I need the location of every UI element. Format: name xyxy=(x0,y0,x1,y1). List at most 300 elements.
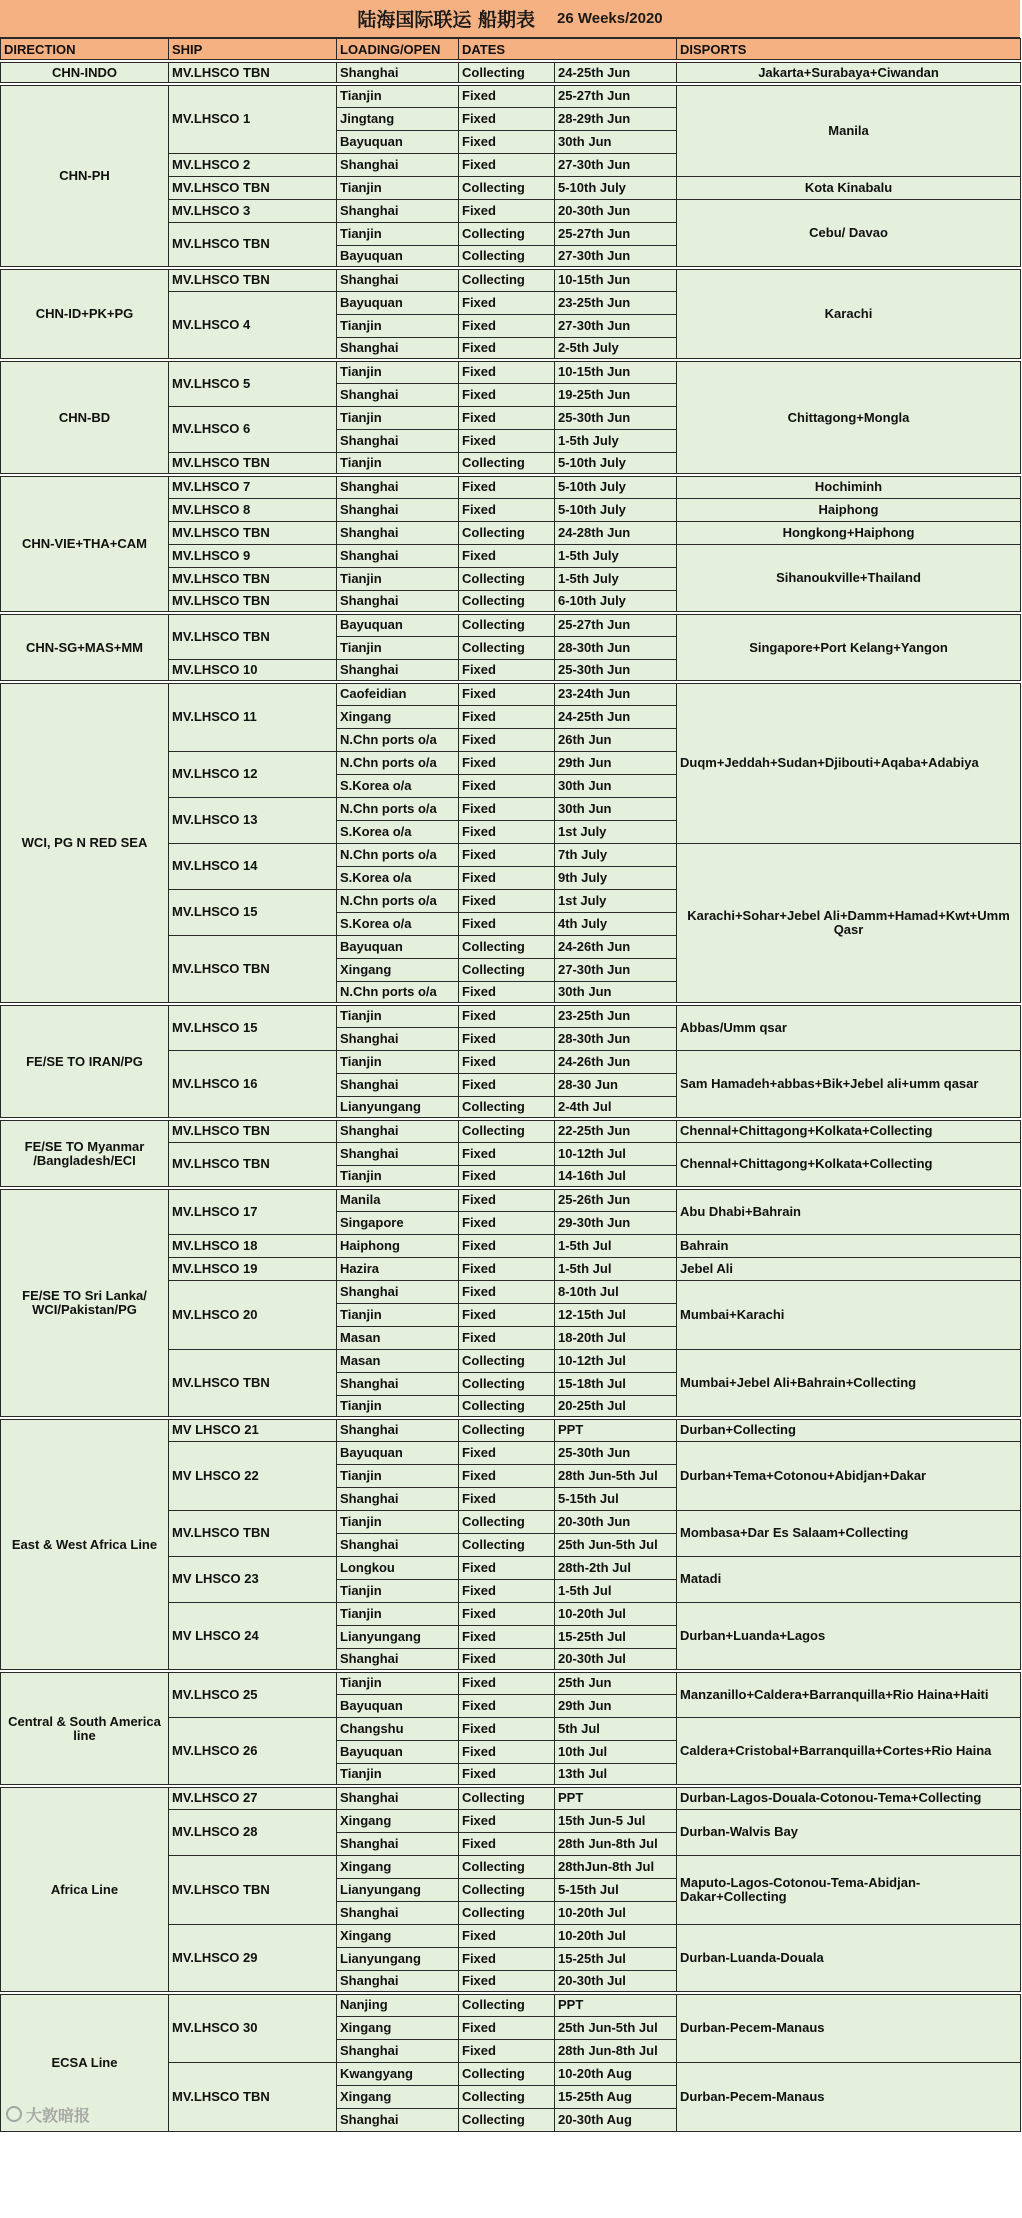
booking-type-cell: Fixed xyxy=(459,337,555,360)
booking-type-cell: Fixed xyxy=(459,1050,555,1073)
booking-type-cell: Fixed xyxy=(459,130,555,153)
disports-cell: Durban+Tema+Cotonou+Abidjan+Dakar xyxy=(677,1441,1021,1510)
ship-cell: MV.LHSCO 7 xyxy=(169,475,337,498)
booking-type-cell: Fixed xyxy=(459,199,555,222)
date-cell: 27-30th Jun xyxy=(555,314,677,337)
booking-type-cell: Fixed xyxy=(459,429,555,452)
date-cell: 25-30th Jun xyxy=(555,659,677,682)
ship-cell: MV.LHSCO TBN xyxy=(169,590,337,613)
header-disports: DISPORTS xyxy=(677,39,1021,62)
date-cell: 25-27th Jun xyxy=(555,613,677,636)
date-cell: 25-27th Jun xyxy=(555,84,677,107)
ship-cell: MV.LHSCO 2 xyxy=(169,153,337,176)
disports-cell: Durban+Collecting xyxy=(677,1418,1021,1441)
booking-type-cell: Collecting xyxy=(459,2108,555,2131)
booking-type-cell: Fixed xyxy=(459,1464,555,1487)
booking-type-cell: Collecting xyxy=(459,1786,555,1809)
date-cell: 27-30th Jun xyxy=(555,958,677,981)
ship-cell: MV.LHSCO TBN xyxy=(169,1855,337,1924)
loading-port-cell: Shanghai xyxy=(337,1073,459,1096)
direction-cell: CHN-PH xyxy=(1,84,169,268)
ship-cell: MV.LHSCO 17 xyxy=(169,1188,337,1234)
date-cell: 1-5th Jul xyxy=(555,1579,677,1602)
table-row xyxy=(1,1786,1021,1809)
disports-cell: Manzanillo+Caldera+Barranquilla+Rio Haina+Haiti xyxy=(677,1671,1021,1717)
loading-port-cell: Bayuquan xyxy=(337,130,459,153)
loading-port-cell: S.Korea o/a xyxy=(337,866,459,889)
booking-type-cell: Fixed xyxy=(459,544,555,567)
disports-cell: Chennal+Chittagong+Kolkata+Collecting xyxy=(677,1142,1021,1188)
loading-port-cell: Shanghai xyxy=(337,1786,459,1809)
table-row xyxy=(1,475,1021,498)
booking-type-cell: Collecting xyxy=(459,61,555,84)
loading-port-cell: Tianjin xyxy=(337,1395,459,1418)
date-cell: 1st July xyxy=(555,820,677,843)
booking-type-cell: Fixed xyxy=(459,360,555,383)
disports-cell: Haiphong xyxy=(677,498,1021,521)
booking-type-cell: Fixed xyxy=(459,1947,555,1970)
loading-port-cell: Tianjin xyxy=(337,1004,459,1027)
date-cell: 9th July xyxy=(555,866,677,889)
booking-type-cell: Fixed xyxy=(459,498,555,521)
loading-port-cell: Tianjin xyxy=(337,1763,459,1786)
loading-port-cell: N.Chn ports o/a xyxy=(337,751,459,774)
direction-cell: CHN-VIE+THA+CAM xyxy=(1,475,169,613)
date-cell: 24-26th Jun xyxy=(555,935,677,958)
loading-port-cell: Shanghai xyxy=(337,1119,459,1142)
date-cell: 30th Jun xyxy=(555,981,677,1004)
ship-cell: MV.LHSCO 20 xyxy=(169,1280,337,1349)
loading-port-cell: Shanghai xyxy=(337,1970,459,1993)
ship-cell: MV.LHSCO TBN xyxy=(169,613,337,659)
date-cell: 28-30th Jun xyxy=(555,636,677,659)
booking-type-cell: Fixed xyxy=(459,843,555,866)
loading-port-cell: Haiphong xyxy=(337,1234,459,1257)
disports-cell: Mumbai+Karachi xyxy=(677,1280,1021,1349)
date-cell: 10-12th Jul xyxy=(555,1142,677,1165)
date-cell: 24-28th Jun xyxy=(555,521,677,544)
booking-type-cell: Fixed xyxy=(459,1280,555,1303)
table-row xyxy=(1,1004,1021,1027)
table-row xyxy=(1,360,1021,383)
loading-port-cell: N.Chn ports o/a xyxy=(337,797,459,820)
loading-port-cell: Bayuquan xyxy=(337,291,459,314)
booking-type-cell: Fixed xyxy=(459,1487,555,1510)
booking-type-cell: Collecting xyxy=(459,590,555,613)
booking-type-cell: Fixed xyxy=(459,2039,555,2062)
loading-port-cell: Shanghai xyxy=(337,1832,459,1855)
disports-cell: Cebu/ Davao xyxy=(677,199,1021,268)
direction-cell: CHN-INDO xyxy=(1,61,169,84)
date-cell: 6-10th July xyxy=(555,590,677,613)
disports-cell: Matadi xyxy=(677,1556,1021,1602)
date-cell: 15-18th Jul xyxy=(555,1372,677,1395)
date-cell: 4th July xyxy=(555,912,677,935)
date-cell: 28-29th Jun xyxy=(555,107,677,130)
loading-port-cell: Shanghai xyxy=(337,498,459,521)
disports-cell: Hongkong+Haiphong xyxy=(677,521,1021,544)
disports-cell: Abbas/Umm qsar xyxy=(677,1004,1021,1050)
loading-port-cell: N.Chn ports o/a xyxy=(337,728,459,751)
loading-port-cell: Manila xyxy=(337,1188,459,1211)
booking-type-cell: Fixed xyxy=(459,153,555,176)
loading-port-cell: Tianjin xyxy=(337,406,459,429)
table-row xyxy=(1,1671,1021,1694)
ship-cell: MV LHSCO 21 xyxy=(169,1418,337,1441)
loading-port-cell: Bayuquan xyxy=(337,1740,459,1763)
date-cell: 1-5th July xyxy=(555,567,677,590)
loading-port-cell: Masan xyxy=(337,1349,459,1372)
disports-cell: Caldera+Cristobal+Barranquilla+Cortes+Rio Haina xyxy=(677,1717,1021,1786)
ship-cell: MV.LHSCO TBN xyxy=(169,567,337,590)
booking-type-cell: Fixed xyxy=(459,981,555,1004)
booking-type-cell: Fixed xyxy=(459,889,555,912)
booking-type-cell: Fixed xyxy=(459,475,555,498)
date-cell: 15th Jun-5 Jul xyxy=(555,1809,677,1832)
booking-type-cell: Fixed xyxy=(459,1717,555,1740)
disports-cell: Durban-Pecem-Manaus xyxy=(677,2062,1021,2131)
disports-cell: Jebel Ali xyxy=(677,1257,1021,1280)
loading-port-cell: S.Korea o/a xyxy=(337,912,459,935)
ship-cell: MV.LHSCO 25 xyxy=(169,1671,337,1717)
date-cell: 10-20th Jul xyxy=(555,1901,677,1924)
loading-port-cell: Shanghai xyxy=(337,475,459,498)
loading-port-cell: Shanghai xyxy=(337,61,459,84)
loading-port-cell: Shanghai xyxy=(337,1487,459,1510)
header-dates: DATES xyxy=(459,39,677,62)
date-cell: 1-5th July xyxy=(555,544,677,567)
date-cell: 20-30th Jul xyxy=(555,1648,677,1671)
loading-port-cell: Changshu xyxy=(337,1717,459,1740)
loading-port-cell: Xingang xyxy=(337,705,459,728)
loading-port-cell: Tianjin xyxy=(337,567,459,590)
loading-port-cell: Tianjin xyxy=(337,636,459,659)
booking-type-cell: Fixed xyxy=(459,1924,555,1947)
direction-cell: FE/SE TO Myanmar /Bangladesh/ECI xyxy=(1,1119,169,1188)
ship-cell: MV.LHSCO 19 xyxy=(169,1257,337,1280)
loading-port-cell: Xingang xyxy=(337,2016,459,2039)
ship-cell: MV.LHSCO 16 xyxy=(169,1050,337,1119)
table-row xyxy=(1,613,1021,636)
schedule-week: 26 Weeks/2020 xyxy=(556,10,663,27)
disports-cell: Durban+Luanda+Lagos xyxy=(677,1602,1021,1671)
disports-cell: Hochiminh xyxy=(677,475,1021,498)
header-row xyxy=(1,39,1021,62)
disports-cell: Singapore+Port Kelang+Yangon xyxy=(677,613,1021,682)
ship-cell: MV.LHSCO 10 xyxy=(169,659,337,682)
direction-cell: Central & South America line xyxy=(1,1671,169,1786)
loading-port-cell: Shanghai xyxy=(337,153,459,176)
date-cell: 5-15th Jul xyxy=(555,1878,677,1901)
booking-type-cell: Collecting xyxy=(459,176,555,199)
ship-cell: MV.LHSCO 9 xyxy=(169,544,337,567)
ship-cell: MV.LHSCO 27 xyxy=(169,1786,337,1809)
direction-cell: FE/SE TO IRAN/PG xyxy=(1,1004,169,1119)
booking-type-cell: Fixed xyxy=(459,866,555,889)
loading-port-cell: Shanghai xyxy=(337,1027,459,1050)
loading-port-cell: S.Korea o/a xyxy=(337,820,459,843)
loading-port-cell: Bayuquan xyxy=(337,1441,459,1464)
date-cell: 24-25th Jun xyxy=(555,705,677,728)
booking-type-cell: Collecting xyxy=(459,1901,555,1924)
loading-port-cell: Bayuquan xyxy=(337,613,459,636)
ship-cell: MV.LHSCO 5 xyxy=(169,360,337,406)
date-cell: PPT xyxy=(555,1993,677,2016)
schedule-body xyxy=(1,61,1021,2131)
booking-type-cell: Collecting xyxy=(459,521,555,544)
date-cell: 28th-2th Jul xyxy=(555,1556,677,1579)
ship-cell: MV.LHSCO 29 xyxy=(169,1924,337,1993)
date-cell: 28thJun-8th Jul xyxy=(555,1855,677,1878)
loading-port-cell: S.Korea o/a xyxy=(337,774,459,797)
disports-cell: Mombasa+Dar Es Salaam+Collecting xyxy=(677,1510,1021,1556)
booking-type-cell: Collecting xyxy=(459,636,555,659)
disports-cell: Kota Kinabalu xyxy=(677,176,1021,199)
booking-type-cell: Fixed xyxy=(459,1326,555,1349)
booking-type-cell: Fixed xyxy=(459,1073,555,1096)
ship-cell: MV.LHSCO 6 xyxy=(169,406,337,452)
booking-type-cell: Collecting xyxy=(459,1418,555,1441)
loading-port-cell: Kwangyang xyxy=(337,2062,459,2085)
loading-port-cell: Shanghai xyxy=(337,1648,459,1671)
disports-cell: Karachi+Sohar+Jebel Ali+Damm+Hamad+Kwt+Umm Qasr xyxy=(677,843,1021,1004)
disports-cell: Abu Dhabi+Bahrain xyxy=(677,1188,1021,1234)
loading-port-cell: Bayuquan xyxy=(337,1694,459,1717)
loading-port-cell: Tianjin xyxy=(337,84,459,107)
date-cell: 1st July xyxy=(555,889,677,912)
date-cell: 24-25th Jun xyxy=(555,61,677,84)
loading-port-cell: N.Chn ports o/a xyxy=(337,981,459,1004)
date-cell: 25th Jun-5th Jul xyxy=(555,1533,677,1556)
date-cell: 10-20th Jul xyxy=(555,1924,677,1947)
loading-port-cell: Xingang xyxy=(337,1855,459,1878)
loading-port-cell: Lianyungang xyxy=(337,1625,459,1648)
ship-cell: MV.LHSCO 15 xyxy=(169,1004,337,1050)
ship-cell: MV.LHSCO 30 xyxy=(169,1993,337,2062)
booking-type-cell: Collecting xyxy=(459,613,555,636)
date-cell: 28th Jun-8th Jul xyxy=(555,1832,677,1855)
date-cell: 7th July xyxy=(555,843,677,866)
watermark xyxy=(6,2103,90,2126)
disports-cell: Sam Hamadeh+abbas+Bik+Jebel ali+umm qasar xyxy=(677,1050,1021,1119)
watermark-text: 大敦暗报 xyxy=(26,2107,91,2125)
date-cell: 20-30th Jun xyxy=(555,1510,677,1533)
booking-type-cell: Fixed xyxy=(459,1441,555,1464)
loading-port-cell: Xingang xyxy=(337,2085,459,2108)
booking-type-cell: Fixed xyxy=(459,107,555,130)
booking-type-cell: Fixed xyxy=(459,1234,555,1257)
booking-type-cell: Collecting xyxy=(459,567,555,590)
loading-port-cell: Tianjin xyxy=(337,1579,459,1602)
date-cell: 27-30th Jun xyxy=(555,153,677,176)
loading-port-cell: Nanjing xyxy=(337,1993,459,2016)
date-cell: 25th Jun-5th Jul xyxy=(555,2016,677,2039)
disports-cell: Karachi xyxy=(677,268,1021,360)
loading-port-cell: Tianjin xyxy=(337,1303,459,1326)
disports-cell: Jakarta+Surabaya+Ciwandan xyxy=(677,61,1021,84)
disports-cell: Durban-Walvis Bay xyxy=(677,1809,1021,1855)
booking-type-cell: Fixed xyxy=(459,84,555,107)
date-cell: 20-30th Jun xyxy=(555,199,677,222)
date-cell: 5-10th July xyxy=(555,475,677,498)
booking-type-cell: Fixed xyxy=(459,1165,555,1188)
loading-port-cell: Shanghai xyxy=(337,1280,459,1303)
loading-port-cell: Shanghai xyxy=(337,521,459,544)
date-cell: 10-15th Jun xyxy=(555,268,677,291)
date-cell: 10-20th Aug xyxy=(555,2062,677,2085)
ship-cell: MV LHSCO 22 xyxy=(169,1441,337,1510)
loading-port-cell: Lianyungang xyxy=(337,1096,459,1119)
date-cell: 25-30th Jun xyxy=(555,406,677,429)
booking-type-cell: Fixed xyxy=(459,2016,555,2039)
booking-type-cell: Collecting xyxy=(459,1993,555,2016)
ship-cell: MV.LHSCO 14 xyxy=(169,843,337,889)
direction-cell: CHN-ID+PK+PG xyxy=(1,268,169,360)
direction-cell: East & West Africa Line xyxy=(1,1418,169,1671)
ship-cell: MV.LHSCO TBN xyxy=(169,1510,337,1556)
booking-type-cell: Fixed xyxy=(459,1809,555,1832)
date-cell: 8-10th Jul xyxy=(555,1280,677,1303)
date-cell: 20-30th Aug xyxy=(555,2108,677,2131)
ship-cell: MV.LHSCO TBN xyxy=(169,2062,337,2131)
booking-type-cell: Collecting xyxy=(459,1096,555,1119)
ship-cell: MV.LHSCO TBN xyxy=(169,222,337,268)
booking-type-cell: Fixed xyxy=(459,774,555,797)
date-cell: 15-25th Aug xyxy=(555,2085,677,2108)
disports-cell: Bahrain xyxy=(677,1234,1021,1257)
date-cell: 10-20th Jul xyxy=(555,1602,677,1625)
loading-port-cell: Lianyungang xyxy=(337,1947,459,1970)
booking-type-cell: Collecting xyxy=(459,2062,555,2085)
date-cell: 5th Jul xyxy=(555,1717,677,1740)
date-cell: 28-30th Jun xyxy=(555,1027,677,1050)
booking-type-cell: Fixed xyxy=(459,1740,555,1763)
loading-port-cell: Xingang xyxy=(337,1924,459,1947)
loading-port-cell: Lianyungang xyxy=(337,1878,459,1901)
loading-port-cell: Shanghai xyxy=(337,337,459,360)
date-cell: 5-10th July xyxy=(555,176,677,199)
loading-port-cell: Tianjin xyxy=(337,176,459,199)
ship-cell: MV.LHSCO TBN xyxy=(169,521,337,544)
booking-type-cell: Fixed xyxy=(459,751,555,774)
date-cell: 15-25th Jul xyxy=(555,1625,677,1648)
date-cell: 1-5th July xyxy=(555,429,677,452)
date-cell: 5-15th Jul xyxy=(555,1487,677,1510)
date-cell: 18-20th Jul xyxy=(555,1326,677,1349)
booking-type-cell: Fixed xyxy=(459,1648,555,1671)
date-cell: 10-12th Jul xyxy=(555,1349,677,1372)
loading-port-cell: Bayuquan xyxy=(337,935,459,958)
loading-port-cell: N.Chn ports o/a xyxy=(337,889,459,912)
date-cell: 5-10th July xyxy=(555,498,677,521)
loading-port-cell: Shanghai xyxy=(337,429,459,452)
date-cell: 20-30th Jul xyxy=(555,1970,677,1993)
booking-type-cell: Collecting xyxy=(459,1533,555,1556)
ship-cell: MV.LHSCO 4 xyxy=(169,291,337,360)
date-cell: 10th Jul xyxy=(555,1740,677,1763)
booking-type-cell: Fixed xyxy=(459,682,555,705)
date-cell: 13th Jul xyxy=(555,1763,677,1786)
disports-cell: Durban-Luanda-Douala xyxy=(677,1924,1021,1993)
booking-type-cell: Fixed xyxy=(459,1303,555,1326)
loading-port-cell: Shanghai xyxy=(337,1418,459,1441)
schedule-title: 陆海国际联运 船期表 xyxy=(357,9,535,31)
loading-port-cell: Shanghai xyxy=(337,1372,459,1395)
booking-type-cell: Collecting xyxy=(459,1878,555,1901)
booking-type-cell: Fixed xyxy=(459,820,555,843)
booking-type-cell: Collecting xyxy=(459,1395,555,1418)
disports-cell: Duqm+Jeddah+Sudan+Djibouti+Aqaba+Adabiya xyxy=(677,682,1021,843)
booking-type-cell: Collecting xyxy=(459,268,555,291)
booking-type-cell: Collecting xyxy=(459,958,555,981)
ship-cell: MV.LHSCO 8 xyxy=(169,498,337,521)
booking-type-cell: Fixed xyxy=(459,705,555,728)
header-ship: SHIP xyxy=(169,39,337,62)
direction-cell: Africa Line xyxy=(1,1786,169,1993)
date-cell: 1-5th Jul xyxy=(555,1234,677,1257)
table-row xyxy=(1,1993,1021,2016)
table-row xyxy=(1,84,1021,107)
loading-port-cell: Shanghai xyxy=(337,2039,459,2062)
booking-type-cell: Fixed xyxy=(459,659,555,682)
date-cell: 22-25th Jun xyxy=(555,1119,677,1142)
booking-type-cell: Fixed xyxy=(459,1027,555,1050)
booking-type-cell: Fixed xyxy=(459,314,555,337)
ship-cell: MV.LHSCO 28 xyxy=(169,1809,337,1855)
date-cell: 28th Jun-8th Jul xyxy=(555,2039,677,2062)
loading-port-cell: Bayuquan xyxy=(337,245,459,268)
loading-port-cell: Xingang xyxy=(337,958,459,981)
booking-type-cell: Collecting xyxy=(459,452,555,475)
booking-type-cell: Fixed xyxy=(459,1694,555,1717)
ship-cell: MV.LHSCO TBN xyxy=(169,61,337,84)
loading-port-cell: Shanghai xyxy=(337,544,459,567)
booking-type-cell: Fixed xyxy=(459,406,555,429)
loading-port-cell: Shanghai xyxy=(337,659,459,682)
disports-cell: Durban-Pecem-Manaus xyxy=(677,1993,1021,2062)
loading-port-cell: N.Chn ports o/a xyxy=(337,843,459,866)
booking-type-cell: Fixed xyxy=(459,1004,555,1027)
ship-cell: MV.LHSCO 12 xyxy=(169,751,337,797)
date-cell: 27-30th Jun xyxy=(555,245,677,268)
schedule-table xyxy=(0,38,1021,2132)
loading-port-cell: Xingang xyxy=(337,1809,459,1832)
booking-type-cell: Fixed xyxy=(459,1188,555,1211)
disports-cell: Durban-Lagos-Douala-Cotonou-Tema+Collecting xyxy=(677,1786,1021,1809)
booking-type-cell: Fixed xyxy=(459,1211,555,1234)
date-cell: 23-25th Jun xyxy=(555,1004,677,1027)
loading-port-cell: Tianjin xyxy=(337,1671,459,1694)
booking-type-cell: Collecting xyxy=(459,1855,555,1878)
disports-cell: Maputo-Lagos-Cotonou-Tema-Abidjan-Dakar+Collecting xyxy=(677,1855,1021,1924)
loading-port-cell: Shanghai xyxy=(337,199,459,222)
date-cell: PPT xyxy=(555,1418,677,1441)
booking-type-cell: Fixed xyxy=(459,1579,555,1602)
ship-cell: MV.LHSCO TBN xyxy=(169,935,337,1004)
booking-type-cell: Fixed xyxy=(459,797,555,820)
ship-cell: MV.LHSCO 3 xyxy=(169,199,337,222)
disports-cell: Sihanoukville+Thailand xyxy=(677,544,1021,613)
booking-type-cell: Collecting xyxy=(459,222,555,245)
booking-type-cell: Fixed xyxy=(459,1257,555,1280)
direction-cell: FE/SE TO Sri Lanka/ WCI/Pakistan/PG xyxy=(1,1188,169,1418)
booking-type-cell: Fixed xyxy=(459,1142,555,1165)
booking-type-cell: Collecting xyxy=(459,245,555,268)
table-row xyxy=(1,1119,1021,1142)
date-cell: 29-30th Jun xyxy=(555,1211,677,1234)
ship-cell: MV.LHSCO TBN xyxy=(169,1349,337,1418)
table-row xyxy=(1,1188,1021,1211)
